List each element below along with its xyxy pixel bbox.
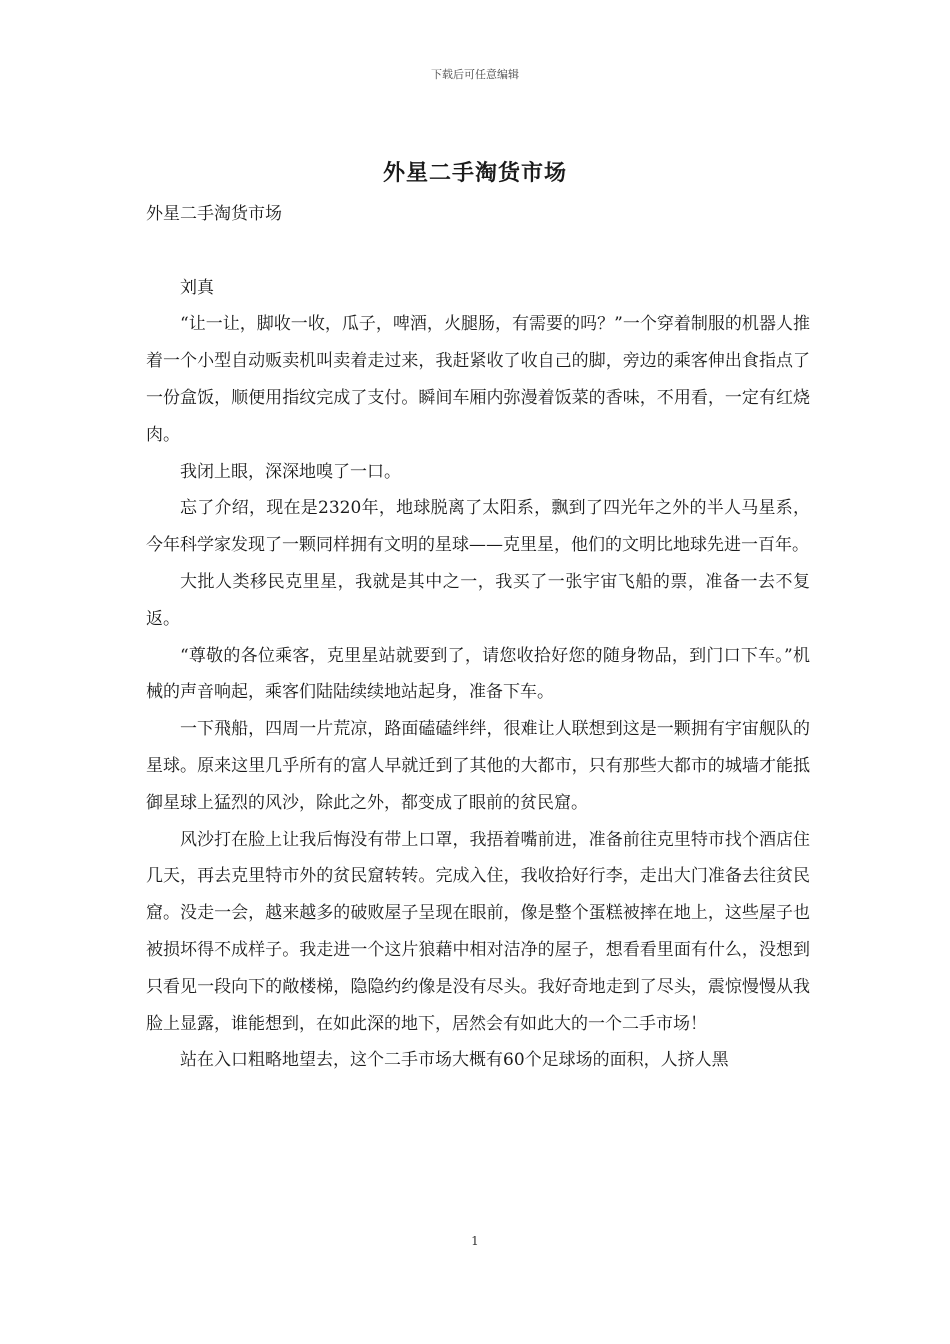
paragraph: “让一让，脚收一收，瓜子，啤酒，火腿肠，有需要的吗？”一个穿着制服的机器人推着一个小型自动贩卖机叫卖着走过来，我赶紧收了收自己的脚，旁边的乘客伸出食指点了一份盒饭，顺便用指纹完成了支付。瞬间车厢内弥漫着饭菜的香味，不用看，一定有红烧肉。	[146, 314, 810, 445]
paragraph: 我闭上眼，深深地嗅了一口。	[180, 461, 401, 482]
author-line: 刘真	[180, 277, 214, 298]
paragraph: 风沙打在脸上让我后悔没有带上口罩，我捂着嘴前进，准备前往克里特市找个酒店住几天，再去克里特市外的贫民窟转转。完成入住，我收拾好行李，走出大门准备去往贫民窟。没走一会，越来越多的破败屋子呈现在眼前，像是整个蛋糕被摔在地上，这些屋子也被损坏得不成样子。我走进一个这片狼藉中相对洁净的屋子，想看看里面有什么，没想到只看见一段向下的敞楼梯，隐隐约约像是没有尽头。我好奇地走到了尽头，震惊慢慢从我脸上显露，谁能想到，在如此深的地下，居然会有如此大的一个二手市场！	[146, 829, 810, 1034]
subtitle-line: 外星二手淘货市场	[146, 204, 282, 224]
blank-line	[146, 233, 810, 270]
paragraph: “尊敬的各位乘客，克里星站就要到了，请您收拾好您的随身物品，到门口下车。”机械的声音响起，乘客们陆陆续续地站起身，准备下车。	[146, 645, 810, 703]
paragraph: 大批人类移民克里星，我就是其中之一，我买了一张宇宙飞船的票，准备一去不复返。	[146, 571, 810, 629]
page-number: 1	[471, 1234, 479, 1248]
paragraph: 站在入口粗略地望去，这个二手市场大概有60个足球场的面积，人挤人黑	[180, 1050, 729, 1071]
paragraph: 忘了介绍，现在是2320年，地球脱离了太阳系，飘到了四光年之外的半人马星系，今年科学家发现了一颗同样拥有文明的星球——克里星，他们的文明比地球先进一百年。	[146, 498, 810, 556]
header-note: 下载后可任意编辑	[431, 68, 519, 81]
document-body	[146, 196, 810, 1079]
document-title: 外星二手淘货市场	[382, 160, 567, 186]
paragraph: 一下飛船，四周一片荒凉，路面磕磕绊绊，很难让人联想到这是一颗拥有宇宙舰队的星球。原来这里几乎所有的富人早就迁到了其他的大都市，只有那些大都市的城墙才能抵御星球上猛烈的风沙，除此之外，都变成了眼前的贫民窟。	[146, 719, 810, 813]
